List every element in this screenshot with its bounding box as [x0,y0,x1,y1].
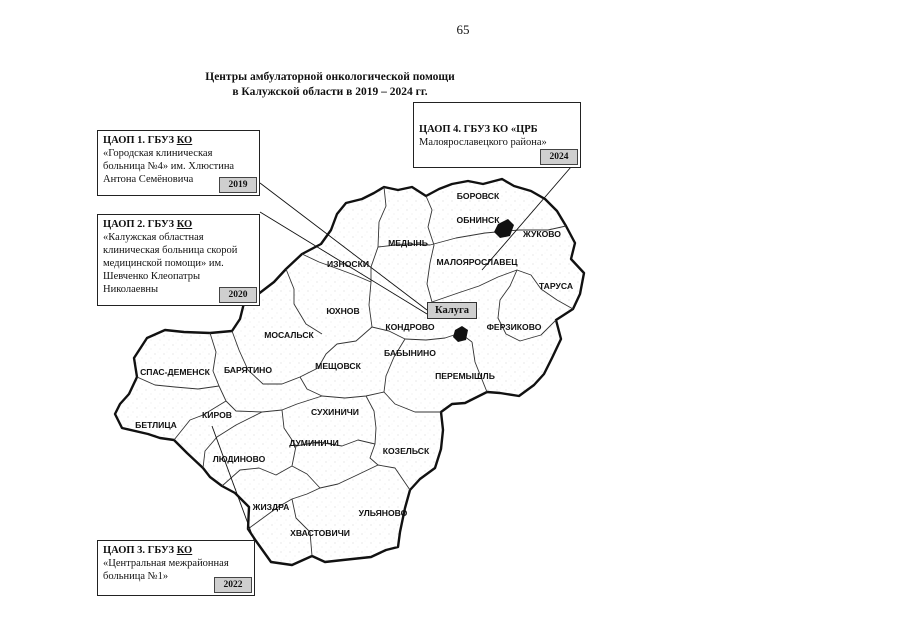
district-ulyanovo: УЛЬЯНОВО [358,508,408,518]
district-iznoski: ИЗНОСКИ [326,259,370,269]
callout-2-line-3: медицинской помощи» им. [103,258,224,269]
callout-tsaop-3 [97,540,255,596]
callout-4-line-1: Малоярославецкого района» [419,137,547,148]
callout-1-line-3: Антона Семёновича [103,174,194,185]
callout-tsaop-4 [413,102,581,168]
callout-4-year-badge: 2024 [540,149,578,165]
district-betlitsa: БЕТЛИЦА [135,420,177,430]
callout-tsaop-2 [97,214,260,306]
district-peremyshl: ПЕРЕМЫШЛЬ [435,371,495,381]
callout-1-heading: ЦАОП 1. ГБУЗ КО [103,135,193,146]
callout-2-line-2: клиническая больница скорой [103,245,238,256]
callout-2-line-4: Шевченко Клеопатры [103,271,200,282]
callout-tsaop-1 [97,130,260,196]
district-babynino: БАБЫНИНО [384,348,436,358]
district-tarusa: ТАРУСА [538,281,574,291]
district-ferzikovo: ФЕРЗИКОВО [486,322,542,332]
callout-1-line-2: больница №4» им. Хлюстина [103,161,235,172]
map-title-line1: Центры амбулаторной онкологической помощи [205,71,455,83]
callout-1-line-1: «Городская клиническая [103,148,213,159]
district-duminichi: ДУМИНИЧИ [289,438,339,448]
callout-4-heading: ЦАОП 4. ГБУЗ КО «ЦРБ [419,124,538,135]
map-title-line2: в Калужской области в 2019 – 2024 гг. [232,86,428,98]
district-maloyaroslavets: МАЛОЯРОСЛАВЕЦ [436,257,518,267]
callout-2-line-1: «Калужская областная [103,232,204,243]
district-zhukovo: ЖУКОВО [523,229,561,239]
district-kondrovo: КОНДРОВО [385,322,435,332]
district-lyudinovo: ЛЮДИНОВО [212,454,266,464]
kaluga-label: Калуга [427,302,477,319]
district-zhizdra: ЖИЗДРА [252,502,290,512]
district-khvastovichi: ХВАСТОВИЧИ [290,528,350,538]
district-kozelsk: КОЗЕЛЬСК [382,446,430,456]
district-spas-demensk: СПАС-ДЕМЕНСК [140,367,210,377]
district-baryatino: БАРЯТИНО [223,365,273,375]
district-meshchovsk: МЕЩОВСК [315,361,361,371]
callout-3-line-1: «Центральная межрайонная [103,558,229,569]
district-kirov: КИРОВ [202,410,232,420]
district-borovsk: БОРОВСК [456,191,500,201]
callout-1-year-badge: 2019 [219,177,257,193]
callout-2-year-badge: 2020 [219,287,257,303]
district-obninsk: ОБНИНСК [456,215,500,225]
callout-3-line-2: больница №1» [103,571,169,582]
page-number: 65 [456,22,470,37]
callout-3-heading: ЦАОП 3. ГБУЗ КО [103,545,193,556]
callout-3-year-badge: 2022 [214,577,252,593]
district-mosalsk: МОСАЛЬСК [264,330,314,340]
district-sukhinichi: СУХИНИЧИ [311,407,359,417]
callout-2-line-5: Николаевны [103,284,159,295]
callout-2-heading: ЦАОП 2. ГБУЗ КО [103,219,193,230]
district-medyn: МЕДЫНЬ [388,238,428,248]
district-yukhnov: ЮХНОВ [326,306,360,316]
